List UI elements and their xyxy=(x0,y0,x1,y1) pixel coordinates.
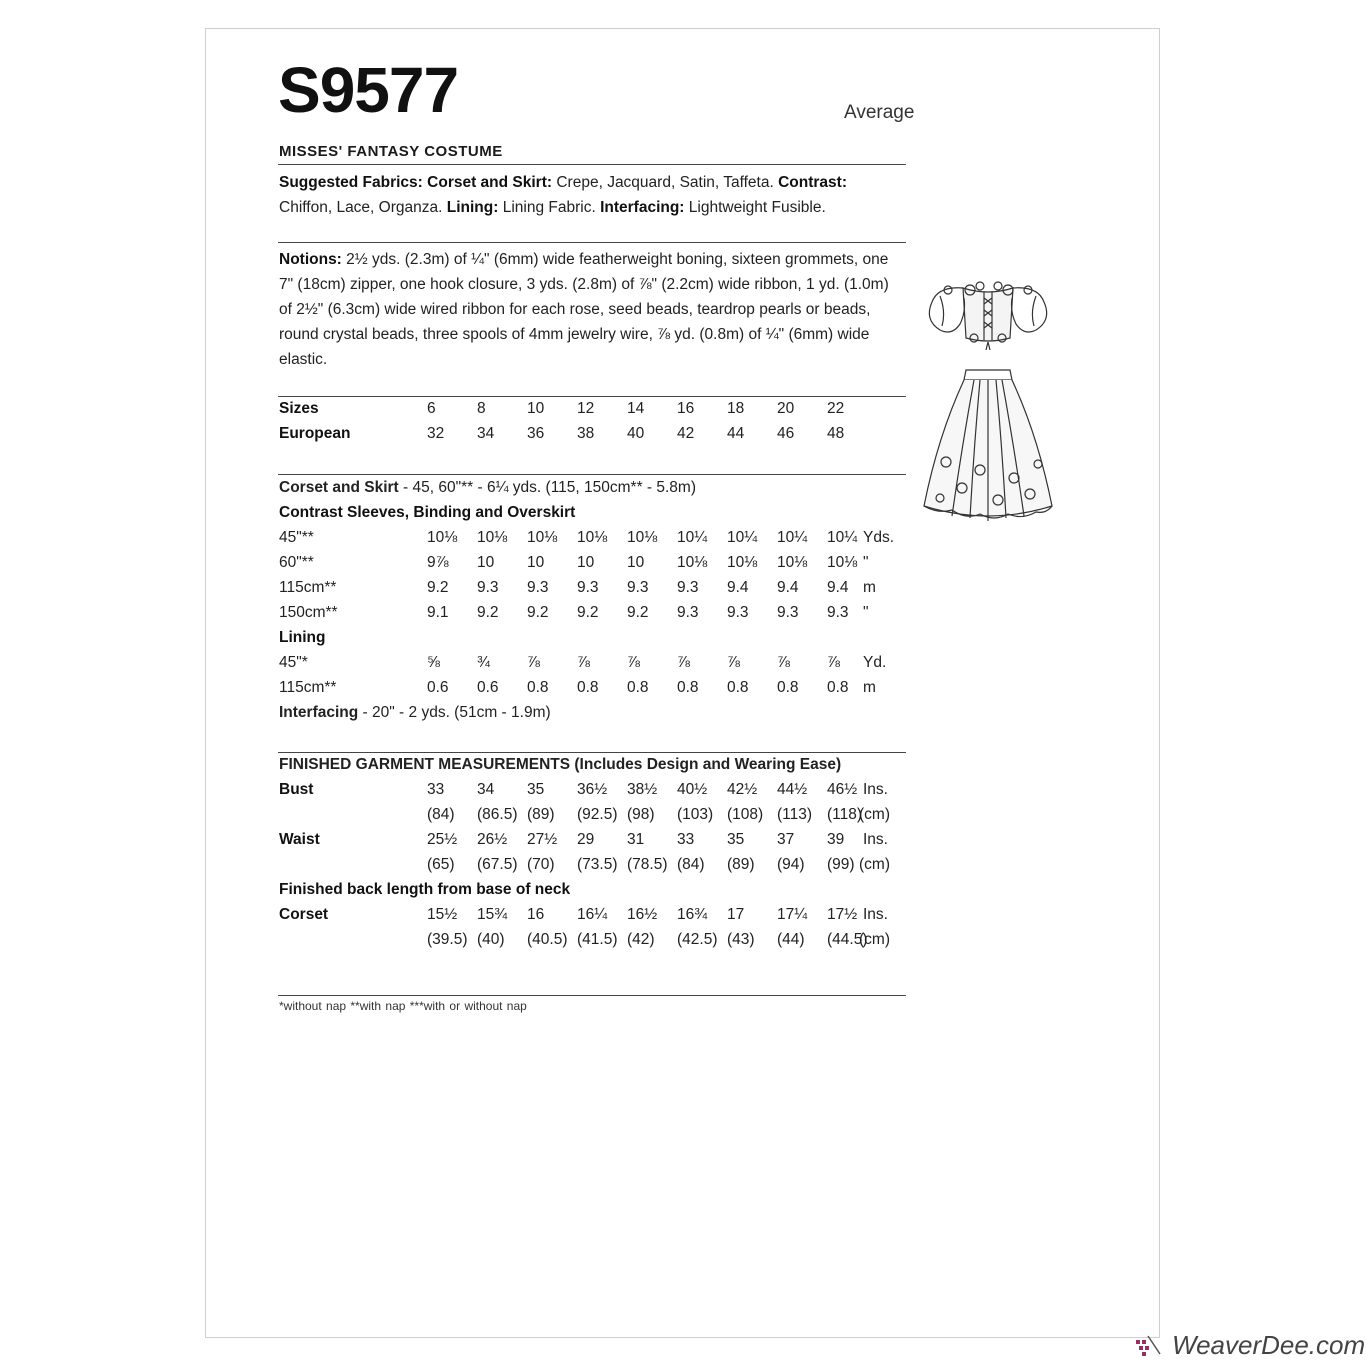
unit-label: " xyxy=(863,554,869,571)
table-cell: 9.3 xyxy=(677,579,699,596)
table-cell: 38 xyxy=(577,425,595,442)
contrast-heading: Contrast Sleeves, Binding and Overskirt xyxy=(279,504,576,521)
unit-label: Yd. xyxy=(863,654,887,671)
pattern-title: MISSES' FANTASY COSTUME xyxy=(279,143,503,160)
table-cell: 17½ xyxy=(827,906,858,923)
table-cell: 10 xyxy=(527,554,545,571)
table-cell: 10⅛ xyxy=(777,554,808,571)
table-cell: 36 xyxy=(527,425,545,442)
unit-label: (cm) xyxy=(859,931,890,948)
table-cell: (89) xyxy=(727,856,755,873)
divider xyxy=(278,474,906,475)
table-cell: 40½ xyxy=(677,781,708,798)
unit-label: Ins. xyxy=(863,831,888,848)
table-cell: 12 xyxy=(577,400,595,417)
table-cell: (92.5) xyxy=(577,806,618,823)
table-cell: 9.2 xyxy=(577,604,599,621)
table-cell: (42) xyxy=(627,931,655,948)
interfacing-label: Interfacing xyxy=(279,704,359,721)
table-cell: (40.5) xyxy=(527,931,568,948)
unit-label: (cm) xyxy=(859,856,890,873)
table-cell: 0.8 xyxy=(527,679,549,696)
table-cell: 16 xyxy=(677,400,695,417)
table-cell: 44½ xyxy=(777,781,808,798)
table-cell: 9.2 xyxy=(477,604,499,621)
fabrics-interfacing-value: Lightweight Fusible. xyxy=(688,199,826,216)
fabrics-interfacing-label: Interfacing: xyxy=(600,199,685,216)
table-cell: 8 xyxy=(477,400,486,417)
table-cell: (73.5) xyxy=(577,856,618,873)
table-cell: 16½ xyxy=(627,906,658,923)
table-cell: 31 xyxy=(627,831,645,848)
corset-sleeves-illustration xyxy=(918,268,1058,352)
table-cell: 9.4 xyxy=(727,579,749,596)
divider xyxy=(278,242,906,243)
table-cell: 32 xyxy=(427,425,445,442)
table-cell: 9.2 xyxy=(627,604,649,621)
lining-heading: Lining xyxy=(279,629,326,646)
table-cell: 10⅛ xyxy=(827,554,858,571)
watermark-text: WeaverDee.com xyxy=(1172,1330,1366,1360)
unit-label: " xyxy=(863,604,869,621)
table-cell: (67.5) xyxy=(477,856,518,873)
finished-heading: FINISHED GARMENT MEASUREMENTS xyxy=(279,756,571,773)
fabrics-main-value: Crepe, Jacquard, Satin, Taffeta. xyxy=(556,174,774,191)
table-cell: 42 xyxy=(677,425,695,442)
difficulty-level: Average xyxy=(844,102,915,123)
table-cell: 10⅛ xyxy=(427,529,458,546)
table-cell: 10⅛ xyxy=(527,529,558,546)
table-cell: (84) xyxy=(677,856,705,873)
table-cell: 9.3 xyxy=(627,579,649,596)
notions-text: 2½ yds. (2.3m) of ¼" (6mm) wide featherweight boning, sixteen grommets, one 7" (18cm) zipper, one hook closure, 3 yds. (2.8m) of ⅞" (2.2cm) wide ribbon, 1 yd. (1.0m) of 2½" (6.3cm) wide wired ribbon for each rose, seed beads, teardrop pearls or beads, round crystal beads, three spools of 4mm jewelry wire, ⅞ yd. (0.8m) of ¼" (6mm) wide elastic. xyxy=(279,251,889,368)
row-label: 150cm** xyxy=(279,604,338,621)
table-cell: 10⅛ xyxy=(477,529,508,546)
table-cell: 22 xyxy=(827,400,845,417)
back-length-heading: Finished back length from base of neck xyxy=(279,881,571,898)
table-cell: 17 xyxy=(727,906,745,923)
watermark-logo xyxy=(1134,1330,1365,1361)
table-cell: 9⅞ xyxy=(427,554,449,571)
table-cell: 10¼ xyxy=(777,529,808,546)
table-cell: 36½ xyxy=(577,781,608,798)
table-cell: 46½ xyxy=(827,781,858,798)
table-cell: 6 xyxy=(427,400,436,417)
table-cell: 10 xyxy=(627,554,645,571)
row-label: 60"** xyxy=(279,554,314,571)
table-cell: (99) xyxy=(827,856,855,873)
table-cell: 27½ xyxy=(527,831,558,848)
table-cell: (86.5) xyxy=(477,806,518,823)
table-cell: (39.5) xyxy=(427,931,468,948)
row-label: 45"* xyxy=(279,654,308,671)
table-cell: (108) xyxy=(727,806,764,823)
table-cell: 10¼ xyxy=(677,529,708,546)
table-cell: (118) xyxy=(827,806,863,823)
fabrics-contrast-value: Chiffon, Lace, Organza. xyxy=(279,199,443,216)
table-cell: 33 xyxy=(677,831,695,848)
table-cell: 0.8 xyxy=(777,679,799,696)
skirt-illustration xyxy=(918,366,1058,526)
table-cell: 10⅛ xyxy=(677,554,708,571)
table-cell: 0.8 xyxy=(827,679,849,696)
table-cell: ⅝ xyxy=(427,654,440,671)
table-cell: 10¼ xyxy=(727,529,758,546)
table-cell: 44 xyxy=(727,425,745,442)
table-cell: 9.3 xyxy=(677,604,699,621)
table-cell: (70) xyxy=(527,856,555,873)
table-cell: 10 xyxy=(477,554,495,571)
finished-heading-note: (Includes Design and Wearing Ease) xyxy=(570,756,842,773)
notions-label: Notions: xyxy=(279,251,342,268)
table-cell: 10⅛ xyxy=(627,529,658,546)
table-cell: 10⅛ xyxy=(577,529,608,546)
table-cell: 46 xyxy=(777,425,795,442)
table-cell: (103) xyxy=(677,806,714,823)
table-cell: 48 xyxy=(827,425,845,442)
table-cell: 9.4 xyxy=(777,579,799,596)
table-cell: 0.8 xyxy=(727,679,749,696)
table-cell: 35 xyxy=(727,831,745,848)
table-cell: 34 xyxy=(477,425,495,442)
logo-icon xyxy=(1134,1334,1166,1358)
notions xyxy=(279,247,901,372)
row-label: Waist xyxy=(279,831,320,848)
table-cell: (43) xyxy=(727,931,755,948)
table-cell: 29 xyxy=(577,831,595,848)
table-cell: (94) xyxy=(777,856,805,873)
table-cell: 15½ xyxy=(427,906,458,923)
table-cell: 17¼ xyxy=(777,906,808,923)
table-cell: 9.3 xyxy=(727,604,749,621)
table-cell: 25½ xyxy=(427,831,458,848)
table-cell: 39 xyxy=(827,831,845,848)
row-label: 45"** xyxy=(279,529,314,546)
fabrics-lining-label: Lining: xyxy=(446,199,499,216)
table-cell: ⅞ xyxy=(577,654,590,671)
table-cell: 10 xyxy=(577,554,595,571)
sizes-label: Sizes xyxy=(279,400,319,417)
table-cell: 37 xyxy=(777,831,795,848)
table-cell: (84) xyxy=(427,806,455,823)
table-cell: 0.8 xyxy=(627,679,649,696)
table-cell: 0.6 xyxy=(477,679,499,696)
table-cell: (40) xyxy=(477,931,505,948)
table-cell: (113) xyxy=(777,806,813,823)
table-cell: 26½ xyxy=(477,831,508,848)
table-cell: 10¼ xyxy=(827,529,858,546)
table-cell: (78.5) xyxy=(627,856,668,873)
divider xyxy=(278,164,906,165)
suggested-fabrics xyxy=(279,170,904,220)
row-label: Corset xyxy=(279,906,329,923)
table-cell: ⅞ xyxy=(527,654,540,671)
table-cell: 15¾ xyxy=(477,906,508,923)
table-cell: 16¾ xyxy=(677,906,708,923)
divider xyxy=(278,995,906,996)
unit-label: Yds. xyxy=(863,529,895,546)
table-cell: 10⅛ xyxy=(727,554,758,571)
row-label: 115cm** xyxy=(279,679,337,696)
unit-label: m xyxy=(863,679,876,696)
table-cell: ⅞ xyxy=(727,654,740,671)
corset-skirt-label: Corset and Skirt xyxy=(279,479,399,496)
european-label: European xyxy=(279,425,351,442)
corset-skirt-value: - 45, 60"** - 6¼ yds. (115, 150cm** - 5.8m) xyxy=(398,479,696,496)
unit-label: Ins. xyxy=(863,906,888,923)
table-cell: 16¼ xyxy=(577,906,608,923)
table-cell: (89) xyxy=(527,806,555,823)
fabrics-label: Suggested Fabrics: xyxy=(279,174,423,191)
fabrics-lining-value: Lining Fabric. xyxy=(502,199,596,216)
table-cell: (65) xyxy=(427,856,455,873)
unit-label: m xyxy=(863,579,876,596)
table-cell: 18 xyxy=(727,400,745,417)
table-cell: 42½ xyxy=(727,781,758,798)
table-cell: 14 xyxy=(627,400,645,417)
footnote: *without nap **with nap ***with or without nap xyxy=(279,999,527,1013)
table-cell: 9.1 xyxy=(427,604,449,621)
table-cell: 9.3 xyxy=(577,579,599,596)
table-cell: 33 xyxy=(427,781,445,798)
table-cell: 9.2 xyxy=(527,604,549,621)
unit-label: Ins. xyxy=(863,781,888,798)
table-cell: 9.3 xyxy=(827,604,849,621)
table-cell: 9.3 xyxy=(527,579,549,596)
divider xyxy=(278,752,906,753)
pattern-number: S9577 xyxy=(278,54,459,126)
table-cell: ⅞ xyxy=(677,654,690,671)
table-cell: ⅞ xyxy=(777,654,790,671)
table-cell: 9.2 xyxy=(427,579,449,596)
fabrics-contrast-label: Contrast: xyxy=(778,174,847,191)
row-label: Bust xyxy=(279,781,314,798)
table-cell: 20 xyxy=(777,400,795,417)
table-cell: 40 xyxy=(627,425,645,442)
table-cell: 38½ xyxy=(627,781,658,798)
table-cell: 35 xyxy=(527,781,545,798)
table-cell: 0.8 xyxy=(577,679,599,696)
table-cell: (44) xyxy=(777,931,805,948)
table-cell: (42.5) xyxy=(677,931,718,948)
table-cell: ¾ xyxy=(477,654,490,671)
table-cell: 34 xyxy=(477,781,495,798)
table-cell: 0.6 xyxy=(427,679,449,696)
fabrics-main-label: Corset and Skirt: xyxy=(427,174,553,191)
table-cell: 10 xyxy=(527,400,545,417)
table-cell: 9.4 xyxy=(827,579,849,596)
table-cell: (41.5) xyxy=(577,931,618,948)
row-label: 115cm** xyxy=(279,579,337,596)
interfacing-value: - 20" - 2 yds. (51cm - 1.9m) xyxy=(358,704,551,721)
unit-label: (cm) xyxy=(859,806,890,823)
table-cell: 0.8 xyxy=(677,679,699,696)
table-cell: (44.5) xyxy=(827,931,868,948)
divider xyxy=(278,396,906,397)
table-cell: 16 xyxy=(527,906,545,923)
table-cell: ⅞ xyxy=(627,654,640,671)
table-cell: ⅞ xyxy=(827,654,840,671)
table-cell: (98) xyxy=(627,806,655,823)
table-cell: 9.3 xyxy=(777,604,799,621)
table-cell: 9.3 xyxy=(477,579,499,596)
